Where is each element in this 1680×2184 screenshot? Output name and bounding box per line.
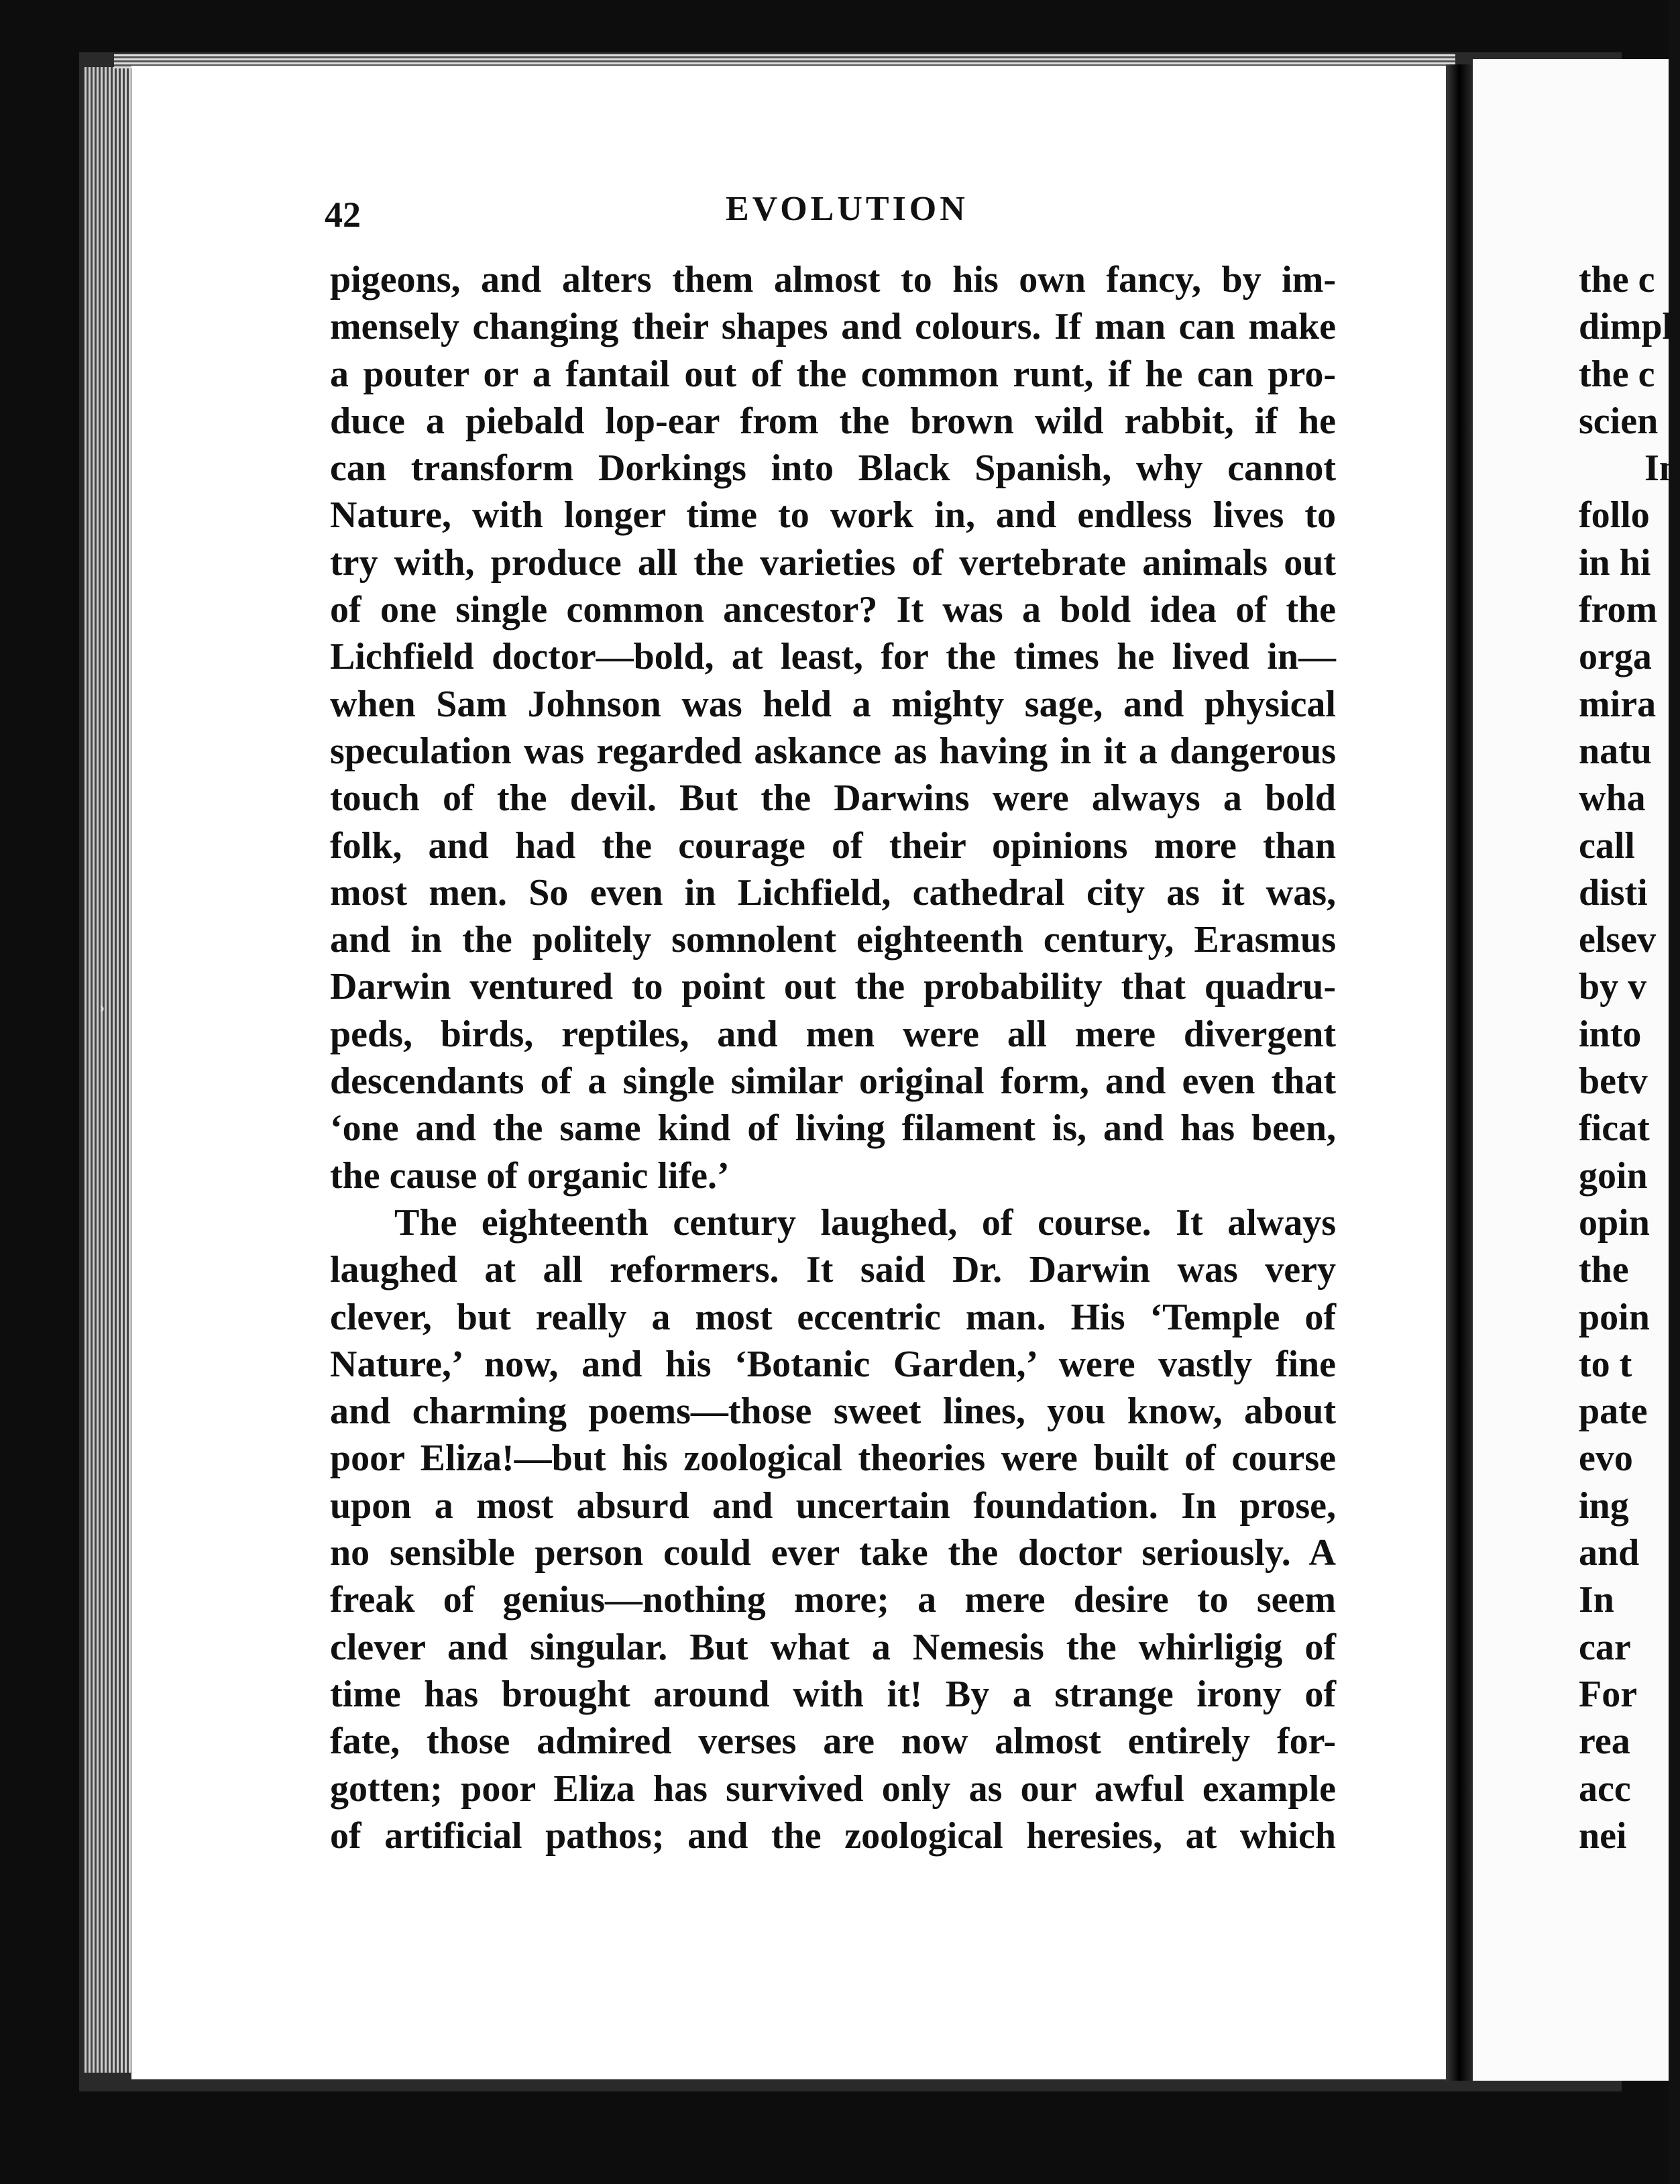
text-line: no sensible person could ever take the doctor seriously. A bbox=[330, 1532, 1336, 1574]
text-line: of artificial pathos; and the zoological heresies, at which bbox=[330, 1814, 1336, 1857]
fragment-line: ficat bbox=[1579, 1107, 1650, 1150]
page-number: 42 bbox=[325, 195, 361, 235]
text-line: most men. So even in Lichfield, cathedral city as it was, bbox=[330, 871, 1336, 914]
text-line: the cause of organic life.’ bbox=[330, 1154, 730, 1197]
text-line: of one single common ancestor? It was a bold idea of the bbox=[330, 589, 1336, 631]
fragment-line: nei bbox=[1579, 1814, 1627, 1857]
right-page-fragments bbox=[1579, 256, 1680, 1859]
text-line: Lichfield doctor—bold, at least, for the times he lived in— bbox=[330, 636, 1336, 678]
binding-mark: ˒ bbox=[99, 997, 107, 1024]
running-head: EVOLUTION bbox=[726, 190, 968, 228]
fragment-line: poin bbox=[1579, 1296, 1650, 1338]
text-line: peds, birds, reptiles, and men were all mere divergent bbox=[330, 1013, 1336, 1055]
text-line: touch of the devil. But the Darwins were always a bold bbox=[330, 777, 1336, 820]
text-line: ‘one and the same kind of living filament is, and has been, bbox=[330, 1107, 1336, 1150]
text-line: and in the politely somnolent eighteenth century, Erasmus bbox=[330, 919, 1336, 961]
fragment-line: scien bbox=[1579, 400, 1659, 442]
fragment-line: and bbox=[1579, 1532, 1640, 1574]
fragment-line: to t bbox=[1579, 1343, 1632, 1385]
text-line: and charming poems—those sweet lines, you know, about bbox=[330, 1390, 1336, 1433]
text-line: gotten; poor Eliza has survived only as our awful example bbox=[330, 1767, 1336, 1810]
fragment-line: In bbox=[1579, 1579, 1614, 1621]
text-line: fate, those admired verses are now almost entirely for- bbox=[330, 1721, 1336, 1763]
left-page-body bbox=[330, 256, 1336, 1859]
fragment-line: For bbox=[1579, 1673, 1638, 1715]
fragment-line: car bbox=[1579, 1626, 1631, 1668]
fragment-line: betv bbox=[1579, 1060, 1648, 1103]
text-line: duce a piebald lop-ear from the brown wild rabbit, if he bbox=[330, 400, 1336, 442]
fragment-line: call bbox=[1579, 824, 1635, 867]
fragment-line: mira bbox=[1579, 683, 1657, 725]
fragment-line: in hi bbox=[1579, 541, 1651, 584]
text-line: upon a most absurd and uncertain foundation. In prose, bbox=[330, 1484, 1336, 1527]
text-line: descendants of a single similar original form, and even that bbox=[330, 1060, 1336, 1103]
fragment-line: elsev bbox=[1579, 919, 1657, 961]
text-line: clever, but really a most eccentric man. His ‘Temple of bbox=[330, 1296, 1336, 1338]
fragment-line: into bbox=[1579, 1013, 1642, 1055]
text-line: when Sam Johnson was held a mighty sage, and physical bbox=[330, 683, 1336, 725]
text-line: can transform Dorkings into Black Spanish, why cannot bbox=[330, 447, 1336, 490]
book-gutter bbox=[1446, 64, 1473, 2081]
fragment-line: evo bbox=[1579, 1437, 1633, 1480]
text-line: poor Eliza!—but his zoological theories were built of course bbox=[330, 1437, 1336, 1480]
fragment-line: rea bbox=[1579, 1721, 1630, 1763]
text-line: speculation was regarded askance as having in it a dangerous bbox=[330, 730, 1336, 772]
text-line: The eighteenth century laughed, of course. It always bbox=[394, 1201, 1336, 1244]
page-edges-left bbox=[85, 67, 131, 2073]
fragment-line: acc bbox=[1579, 1767, 1631, 1810]
text-line: time has brought around with it! By a strange irony of bbox=[330, 1673, 1336, 1715]
fragment-line: the bbox=[1579, 1249, 1629, 1291]
fragment-line: wha bbox=[1579, 777, 1646, 820]
text-line: try with, produce all the varieties of vertebrate animals out bbox=[330, 541, 1336, 584]
text-line: folk, and had the courage of their opinions more than bbox=[330, 824, 1336, 867]
fragment-line: orga bbox=[1579, 636, 1652, 678]
text-line: Nature, with longer time to work in, and endless lives to bbox=[330, 494, 1336, 537]
fragment-line: opin bbox=[1579, 1201, 1650, 1244]
text-line: laughed at all reformers. It said Dr. Darwin was very bbox=[330, 1249, 1336, 1291]
text-line: a pouter or a fantail out of the common runt, if he can pro- bbox=[330, 353, 1336, 395]
fragment-line: ing bbox=[1579, 1484, 1629, 1527]
fragment-line: goin bbox=[1579, 1154, 1648, 1197]
fragment-line: disti bbox=[1579, 871, 1648, 914]
fragment-line: pate bbox=[1579, 1390, 1648, 1433]
text-line: pigeons, and alters them almost to his own fancy, by im- bbox=[330, 259, 1336, 301]
fragment-line: from bbox=[1579, 589, 1658, 631]
fragment-line: follo bbox=[1579, 494, 1650, 537]
fragment-line: dimpl bbox=[1579, 306, 1673, 348]
text-line: mensely changing their shapes and colours. If man can make bbox=[330, 306, 1336, 348]
fragment-line: the c bbox=[1579, 353, 1655, 395]
text-line: clever and singular. But what a Nemesis the whirligig of bbox=[330, 1626, 1336, 1668]
fragment-line: natu bbox=[1579, 730, 1652, 772]
fragment-line: by v bbox=[1579, 966, 1647, 1008]
text-line: Nature,’ now, and his ‘Botanic Garden,’ were vastly fine bbox=[330, 1343, 1336, 1385]
fragment-line: In bbox=[1644, 447, 1680, 490]
fragment-line: the c bbox=[1579, 259, 1655, 301]
text-line: freak of genius—nothing more; a mere desire to seem bbox=[330, 1579, 1336, 1621]
text-line: Darwin ventured to point out the probability that quadru- bbox=[330, 966, 1336, 1008]
